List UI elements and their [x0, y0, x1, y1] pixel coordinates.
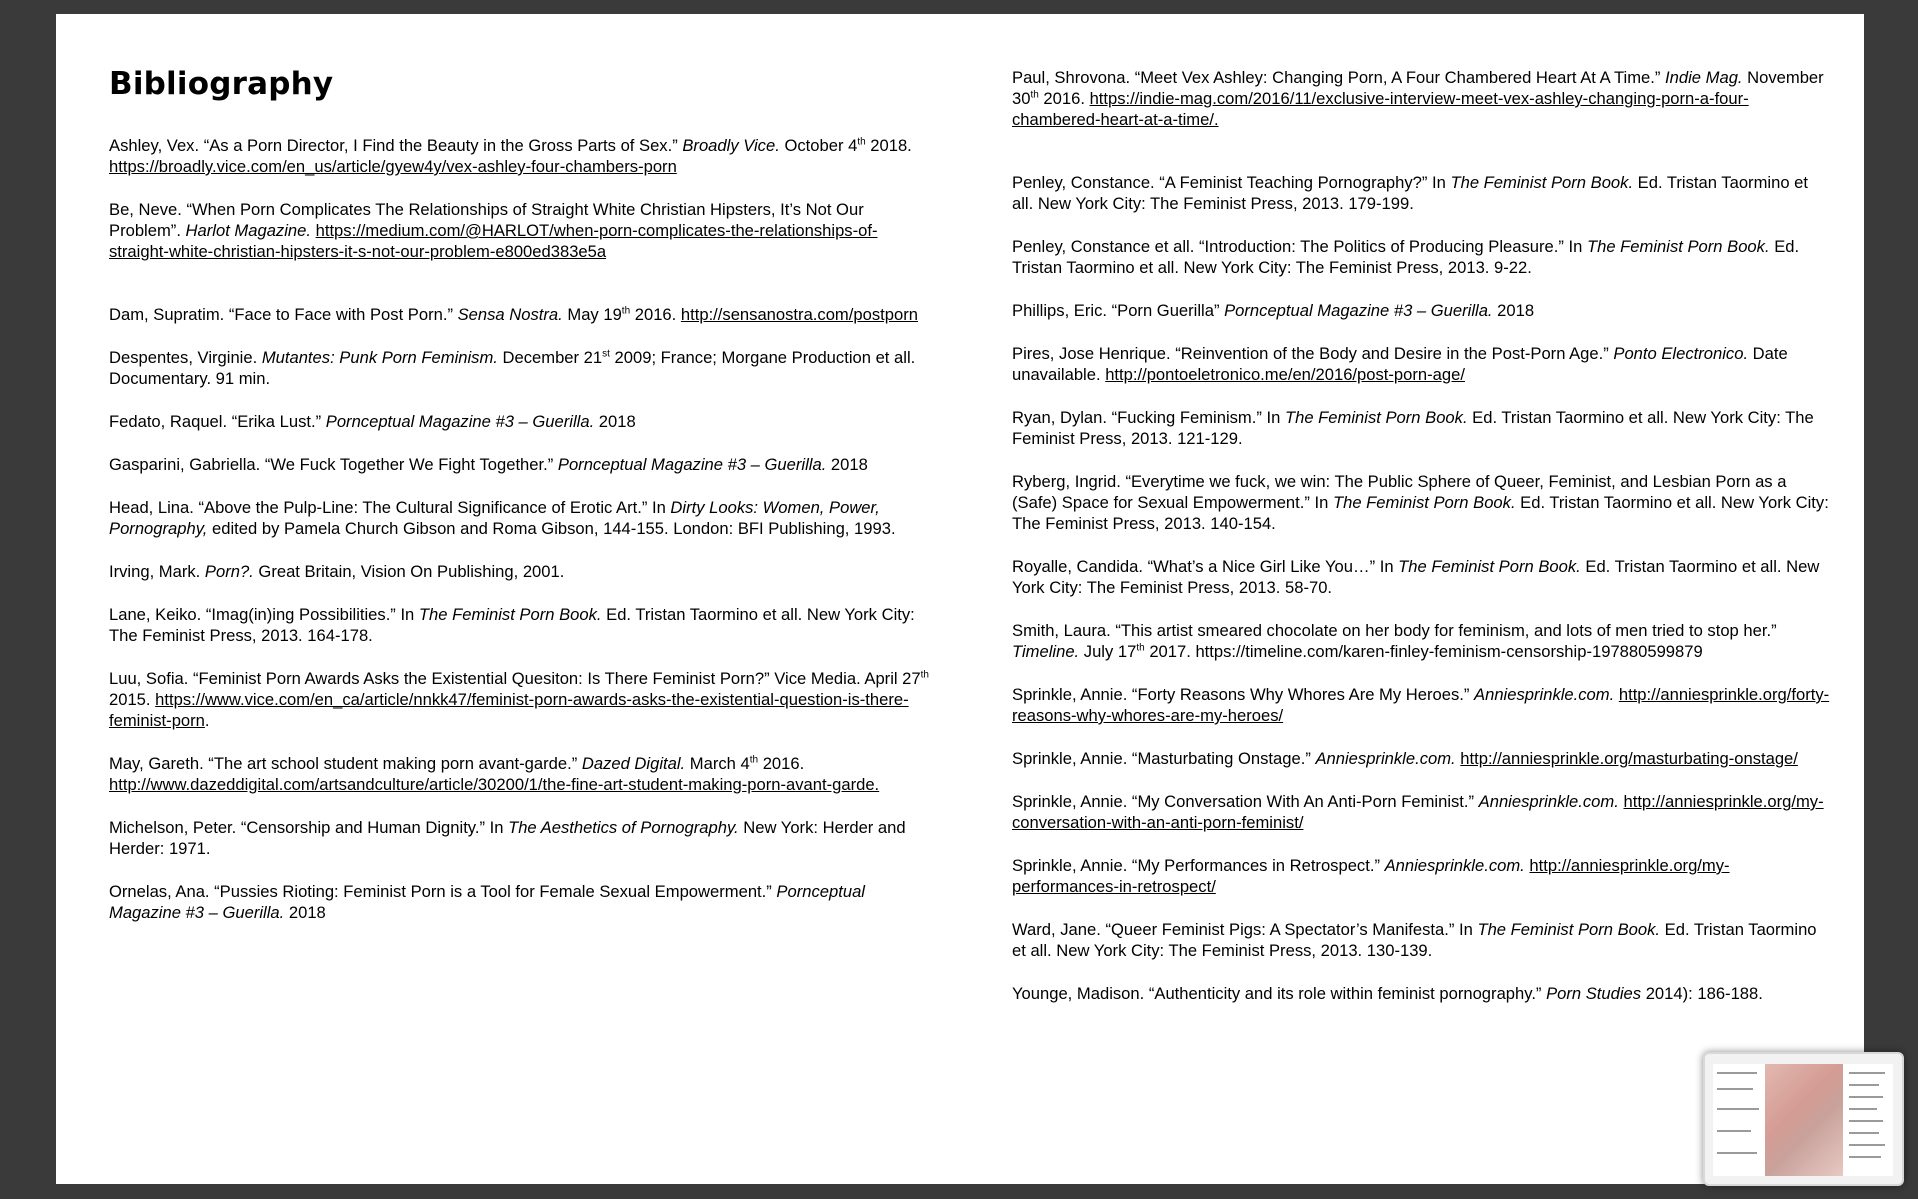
entry-source: Pornceptual Magazine #3 – Guerilla.	[1224, 301, 1493, 320]
entry-source: Pornceptual Magazine #3 – Guerilla.	[557, 455, 827, 474]
entry-details: November 30	[1012, 68, 1824, 108]
entry-source: Ponto Electronico.	[1613, 344, 1749, 363]
entry-link[interactable]: http://anniesprinkle.org/my-performances-in-retrospect/	[1012, 856, 1730, 896]
entry-author: Penley, Constance.	[1012, 173, 1160, 192]
entry-details: July 17	[1079, 642, 1137, 661]
entry-details: 2014): 186-188.	[1641, 984, 1763, 1003]
entry-source: Anniesprinkle.com.	[1474, 685, 1615, 704]
entry-title: “Face to Face with Post Porn.”	[228, 305, 458, 324]
entry-source: The Feminist Porn Book.	[1284, 408, 1468, 427]
entry-title: “Censorship and Human Dignity.” In	[240, 818, 509, 837]
bibliography-entry	[109, 411, 929, 432]
entry-source: The Feminist Porn Book.	[1586, 237, 1770, 256]
entry-author: Ashley, Vex.	[109, 136, 204, 155]
entry-source: The Feminist Porn Book.	[1398, 557, 1581, 576]
bibliography-entry	[1012, 172, 1832, 214]
entry-author: May, Gareth.	[109, 754, 209, 773]
entry-details: 2018	[594, 412, 636, 431]
entry-title: “Introduction: The Politics of Producing Pleasure.” In	[1198, 237, 1587, 256]
entry-title: “Reinvention of the Body and Desire in the Post-Porn Age.”	[1175, 344, 1614, 363]
entry-details: Vice Media. April 27	[774, 669, 921, 688]
page-thumbnail-preview[interactable]	[1703, 1052, 1904, 1186]
entry-source: Dirty Looks: Women, Power, Pornography,	[109, 498, 880, 538]
bibliography-entry	[1012, 556, 1832, 598]
entry-source: Anniesprinkle.com.	[1384, 856, 1525, 875]
entry-source: Mutantes: Punk Porn Feminism.	[261, 348, 498, 367]
bibliography-page	[56, 14, 1864, 1184]
bibliography-entry	[109, 454, 929, 475]
entry-title: “My Performances in Retrospect.”	[1131, 856, 1385, 875]
bibliography-entry	[109, 881, 929, 923]
entry-source: The Feminist Porn Book.	[418, 605, 602, 624]
entry-link[interactable]: http://anniesprinkle.org/forty-reasons-why-whores-are-my-heroes/	[1012, 685, 1830, 725]
entry-link[interactable]: https://www.vice.com/en_ca/article/nnkk47/feminist-porn-awards-asks-the-existential-question-is-there-feminist-porn	[109, 690, 909, 730]
entry-date-suffix: th	[920, 669, 929, 681]
entry-title: “We Fuck Together We Fight Together.”	[264, 455, 558, 474]
entry-source: Sensa Nostra.	[457, 305, 563, 324]
entry-source: Pornceptual Magazine #3 – Guerilla.	[325, 412, 595, 431]
entry-details: 2016.	[758, 754, 805, 773]
entry-author: Despentes, Virginie.	[109, 348, 262, 367]
bibliography-entry	[109, 347, 929, 389]
entry-details: New York: Herder and Herder: 1971.	[109, 818, 906, 858]
entry-author: Penley, Constance et all.	[1012, 237, 1199, 256]
bibliography-entry	[1012, 471, 1832, 534]
entry-details: December 21	[497, 348, 603, 367]
bibliography-entry	[109, 304, 929, 325]
bibliography-entry	[1012, 684, 1832, 726]
entry-details: 2015.	[109, 690, 156, 709]
entry-details: 2009; France; Morgane Production et all. Documentary. 91 min.	[109, 348, 916, 388]
entry-author: Ryan, Dylan.	[1012, 408, 1112, 427]
entry-source: The Feminist Porn Book.	[1332, 493, 1516, 512]
entry-author: Ward, Jane.	[1012, 920, 1106, 939]
entry-title: “Feminist Porn Awards Asks the Existential Quesiton: Is There Feminist Porn?”	[192, 669, 775, 688]
entry-author: Younge, Madison.	[1012, 984, 1149, 1003]
entry-details: March 4	[685, 754, 750, 773]
entry-date-suffix: th	[621, 305, 631, 317]
entry-title: “Meet Vex Ashley: Changing Porn, A Four Chambered Heart At A Time.”	[1134, 68, 1666, 87]
entry-source: The Aesthetics of Pornography.	[508, 818, 739, 837]
bibliography-column-left	[109, 135, 929, 945]
entry-date-suffix: st	[602, 348, 610, 360]
bibliography-entry	[1012, 236, 1832, 278]
page-title: Bibliography	[109, 66, 334, 102]
entry-author: Sprinkle, Annie.	[1012, 792, 1132, 811]
entry-link[interactable]: http://anniesprinkle.org/masturbating-onstage/	[1460, 749, 1798, 768]
entry-details: Ed. Tristan Taormino et all. New York City: The Feminist Press, 2013. 130-139.	[1012, 920, 1817, 960]
entry-details: 2018	[826, 455, 868, 474]
bibliography-entry	[109, 561, 929, 582]
entry-date-suffix: th	[1136, 642, 1145, 654]
bibliography-entry	[109, 497, 929, 539]
bibliography-entry	[1012, 620, 1832, 662]
entry-details: 2016.	[1038, 89, 1090, 108]
entry-title: “Forty Reasons Why Whores Are My Heroes.”	[1131, 685, 1475, 704]
entry-link[interactable]: http://anniesprinkle.org/my-conversation-with-an-anti-porn-feminist/	[1012, 792, 1824, 832]
entry-author: Pires, Jose Henrique.	[1012, 344, 1176, 363]
entry-source: Anniesprinkle.com.	[1315, 749, 1456, 768]
entry-author: Dam, Supratim.	[109, 305, 229, 324]
entry-details: edited by Pamela Church Gibson and Roma Gibson, 144-155. London: BFI Publishing, 1993.	[207, 519, 896, 538]
entry-source: Indie Mag.	[1665, 68, 1743, 87]
entry-author: Sprinkle, Annie.	[1012, 685, 1132, 704]
entry-title: “What’s a Nice Girl Like You…” In	[1147, 557, 1399, 576]
entry-title: “Porn Guerilla”	[1111, 301, 1225, 320]
bibliography-entry	[1012, 407, 1832, 449]
entry-title: “Everytime we fuck, we win: The Public Sphere of Queer, Feminist, and Lesbian Porn as a (Safe) Space for Sexual Empowerment.” In	[1012, 472, 1787, 512]
entry-title: “Fucking Feminism.” In	[1111, 408, 1285, 427]
entry-source: Harlot Magazine.	[185, 221, 311, 240]
bibliography-entry	[1012, 67, 1832, 130]
entry-details: Ed. Tristan Taormino et all. New York City: The Feminist Press, 2013. 140-154.	[1012, 493, 1829, 533]
entry-details: 2018	[1492, 301, 1535, 320]
bibliography-entry	[1012, 748, 1832, 769]
bibliography-entry	[109, 199, 929, 262]
entry-title: “Masturbating Onstage.”	[1131, 749, 1316, 768]
entry-author: Luu, Sofia.	[109, 669, 193, 688]
entry-author: Head, Lina.	[109, 498, 199, 517]
bibliography-entry	[1012, 919, 1832, 961]
entry-details: 2018.	[865, 136, 912, 155]
entry-title: “Pussies Rioting: Feminist Porn is a Tool for Female Sexual Empowerment.”	[214, 882, 777, 901]
entry-source: Porn?.	[204, 562, 254, 581]
entry-title: “The art school student making porn avant-garde.”	[208, 754, 582, 773]
entry-details: 2018	[284, 903, 326, 922]
bibliography-entry	[1012, 300, 1832, 321]
entry-details: Ed. Tristan Taormino et all. New York City: The Feminist Press, 2013. 179-199.	[1012, 173, 1808, 213]
entry-author: Michelson, Peter.	[109, 818, 241, 837]
entry-title: “Erika Lust.”	[231, 412, 326, 431]
entry-author: Fedato, Raquel.	[109, 412, 232, 431]
entry-link[interactable]: http://sensanostra.com/postporn	[680, 305, 918, 324]
entry-author: Phillips, Eric.	[1012, 301, 1112, 320]
entry-author: Sprinkle, Annie.	[1012, 749, 1132, 768]
entry-details: 2017. https://timeline.com/karen-finley-feminism-censorship-197880599879	[1144, 642, 1703, 661]
entry-source: Anniesprinkle.com.	[1478, 792, 1619, 811]
bibliography-entry	[109, 817, 929, 859]
entry-punctuation: .	[204, 711, 210, 730]
entry-details: Ed. Tristan Taormino et all. New York City: The Feminist Press, 2013. 121-129.	[1012, 408, 1814, 448]
entry-source: Pornceptual Magazine #3 – Guerilla.	[109, 882, 865, 922]
bibliography-entry	[1012, 983, 1832, 1004]
entry-source: Porn Studies	[1546, 984, 1642, 1003]
thumbnail-image	[1765, 1064, 1843, 1176]
entry-title: “A Feminist Teaching Pornography?” In	[1159, 173, 1451, 192]
entry-date-suffix: th	[749, 754, 759, 766]
entry-details: Date unavailable.	[1012, 344, 1788, 384]
bibliography-entry	[109, 604, 929, 646]
bibliography-entry	[109, 668, 929, 731]
entry-title: “Above the Pulp-Line: The Cultural Significance of Erotic Art.” In	[198, 498, 671, 517]
entry-link[interactable]: https://indie-mag.com/2016/11/exclusive-interview-meet-vex-ashley-changing-porn-a-four-chambered-heart-at-a-time/.	[1012, 89, 1749, 129]
bibliography-entry	[109, 753, 929, 795]
entry-details: Ed. Tristan Taormino et all. New York City: The Feminist Press, 2013. 58-70.	[1012, 557, 1820, 597]
entry-author: Lane, Keiko.	[109, 605, 206, 624]
entry-source: Timeline.	[1012, 642, 1080, 661]
entry-title: “Imag(in)ing Possibilities.” In	[205, 605, 419, 624]
entry-source: Dazed Digital.	[581, 754, 686, 773]
entry-link[interactable]: https://broadly.vice.com/en_us/article/gyew4y/vex-ashley-four-chambers-porn	[109, 157, 677, 176]
entry-source: Broadly Vice.	[682, 136, 780, 155]
entry-author: Smith, Laura.	[1012, 621, 1116, 640]
entry-link[interactable]: http://pontoeletronico.me/en/2016/post-porn-age/	[1105, 365, 1465, 384]
entry-title: “When Porn Complicates The Relationships of Straight White Christian Hipsters, It’s Not Our Problem”.	[109, 200, 864, 240]
entry-link[interactable]: https://medium.com/@HARLOT/when-porn-complicates-the-relationships-of-straight-white-christian-hipsters-it-s-not-our-problem-e800ed383e5a	[109, 221, 878, 261]
entry-title: “This artist smeared chocolate on her body for feminism, and lots of men tried to stop her.”	[1115, 621, 1777, 640]
entry-author: Irving, Mark.	[109, 562, 205, 581]
entry-author: Sprinkle, Annie.	[1012, 856, 1132, 875]
entry-source: The Feminist Porn Book.	[1477, 920, 1661, 939]
entry-author: Be, Neve.	[109, 200, 187, 219]
entry-date-suffix: th	[857, 136, 866, 148]
entry-author: Royalle, Candida.	[1012, 557, 1148, 576]
bibliography-entry	[1012, 855, 1832, 897]
entry-author: Ornelas, Ana.	[109, 882, 215, 901]
entry-date-suffix: th	[1030, 89, 1039, 101]
bibliography-column-right	[1012, 67, 1832, 1026]
bibliography-entry	[1012, 343, 1832, 385]
entry-details: 2016.	[630, 305, 681, 324]
entry-link[interactable]: http://www.dazeddigital.com/artsandculture/article/30200/1/the-fine-art-student-making-porn-avant-garde.	[109, 775, 880, 794]
entry-author: Gasparini, Gabriella.	[109, 455, 265, 474]
bibliography-entry	[109, 135, 929, 177]
entry-details: Great Britain, Vision On Publishing, 2001.	[253, 562, 565, 581]
entry-author: Paul, Shrovona.	[1012, 68, 1135, 87]
entry-author: Ryberg, Ingrid.	[1012, 472, 1126, 491]
entry-details: May 19	[562, 305, 622, 324]
entry-details: October 4	[779, 136, 858, 155]
entry-details: Ed. Tristan Taormino et all. New York City: The Feminist Press, 2013. 164-178.	[109, 605, 915, 645]
entry-title: “Queer Feminist Pigs: A Spectator’s Manifesta.” In	[1105, 920, 1478, 939]
entry-title: “Authenticity and its role within feminist pornography.”	[1148, 984, 1547, 1003]
thumbnail-page	[1713, 1064, 1893, 1176]
entry-details: Ed. Tristan Taormino et all. New York City: The Feminist Press, 2013. 9-22.	[1012, 237, 1800, 277]
bibliography-entry	[1012, 791, 1832, 833]
entry-title: “As a Porn Director, I Find the Beauty in the Gross Parts of Sex.”	[203, 136, 683, 155]
entry-title: “My Conversation With An Anti-Porn Feminist.”	[1131, 792, 1479, 811]
entry-source: The Feminist Porn Book.	[1450, 173, 1634, 192]
